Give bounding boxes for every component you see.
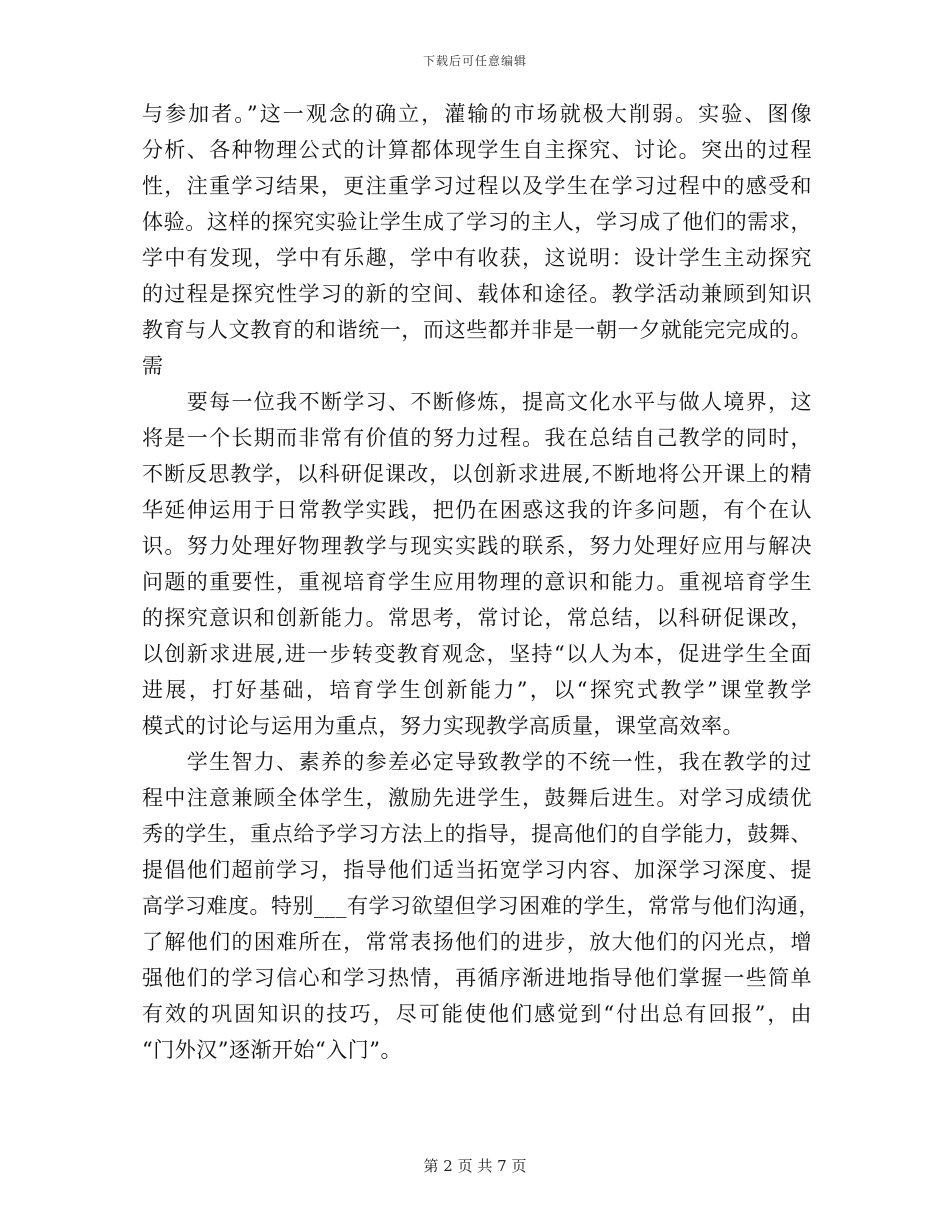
text-line: 的过程是探究性学习的新的空间、载体和途径。教学活动兼顾到知识 bbox=[142, 282, 812, 306]
text-line: 分析、各种物理公式的计算都体现学生自主探究、讨论。突出的过程 bbox=[142, 138, 812, 162]
text-line: 有效的巩固知识的技巧，尽可能使他们感觉到“付出总有回报”，由 bbox=[142, 1002, 812, 1026]
text-line: 了解他们的困难所在，常常表扬他们的进步，放大他们的闪光点，增 bbox=[142, 930, 812, 954]
document-body bbox=[142, 96, 820, 1068]
paragraph-1 bbox=[142, 96, 812, 384]
text-line: 程中注意兼顾全体学生，激励先进学生，鼓舞后进生。对学习成绩优 bbox=[142, 786, 812, 810]
text-line: 进展，打好基础，培育学生创新能力”，以“探究式教学”课堂教学 bbox=[142, 678, 812, 702]
text-line: 的探究意识和创新能力。常思考，常讨论，常总结，以科研促课改， bbox=[142, 606, 812, 630]
text-line: 提倡他们超前学习，指导他们适当拓宽学习内容、加深学习深度、提 bbox=[142, 858, 812, 882]
text-line: 性，注重学习结果，更注重学习过程以及学生在学习过程中的感受和 bbox=[142, 174, 812, 198]
text-line: 体验。这样的探究实验让学生成了学习的主人，学习成了他们的需求， bbox=[142, 210, 812, 234]
text-line: 要每一位我不断学习、不断修炼，提高文化水平与做人境界，这 bbox=[142, 390, 812, 414]
text-line: 学生智力、素养的参差必定导致教学的不统一性，我在教学的过 bbox=[142, 750, 812, 774]
page-number-footer: 第 2 页 共 7 页 bbox=[423, 1157, 527, 1175]
text-line: 与参加者。”这一观念的确立，灌输的市场就极大削弱。实验、图像 bbox=[142, 102, 812, 126]
text-line: 问题的重要性，重视培育学生应用物理的意识和能力。重视培育学生 bbox=[142, 570, 812, 594]
paragraph-2 bbox=[142, 384, 812, 744]
text-line: 强他们的学习信心和学习热情，再循序渐进地指导他们掌握一些简单 bbox=[142, 966, 812, 990]
text-line: 高学习难度。特别___有学习欲望但学习困难的学生，常常与他们沟通， bbox=[142, 894, 820, 918]
text-line: 识。努力处理好物理教学与现实实践的联系，努力处理好应用与解决 bbox=[142, 534, 812, 558]
text-line: 模式的讨论与运用为重点，努力实现教学高质量，课堂高效率。 bbox=[142, 714, 744, 738]
text-line: 教育与人文教育的和谐统一，而这些都并非是一朝一夕就能完完成的。 bbox=[142, 318, 812, 342]
text-line: 学中有发现，学中有乐趣，学中有收获，这说明：设计学生主动探究 bbox=[142, 246, 812, 270]
text-line: “门外汉”逐渐开始“入门”。 bbox=[142, 1038, 402, 1062]
text-line: 不断反思教学，以科研促课改，以创新求进展,不断地将公开课上的精 bbox=[142, 462, 812, 486]
text-line: 秀的学生，重点给予学习方法上的指导，提高他们的自学能力，鼓舞、 bbox=[142, 822, 812, 846]
page-header: 下载后可任意编辑 bbox=[422, 54, 527, 68]
text-line: 华延伸运用于日常教学实践，把仍在困惑这我的许多问题，有个在认 bbox=[142, 498, 812, 522]
text-line: 以创新求进展,进一步转变教育观念，坚持“以人为本，促进学生全面 bbox=[142, 642, 812, 666]
text-line: 需 bbox=[142, 354, 164, 378]
paragraph-3 bbox=[142, 744, 820, 1068]
text-line: 将是一个长期而非常有价值的努力过程。我在总结自己教学的同时， bbox=[142, 426, 812, 450]
